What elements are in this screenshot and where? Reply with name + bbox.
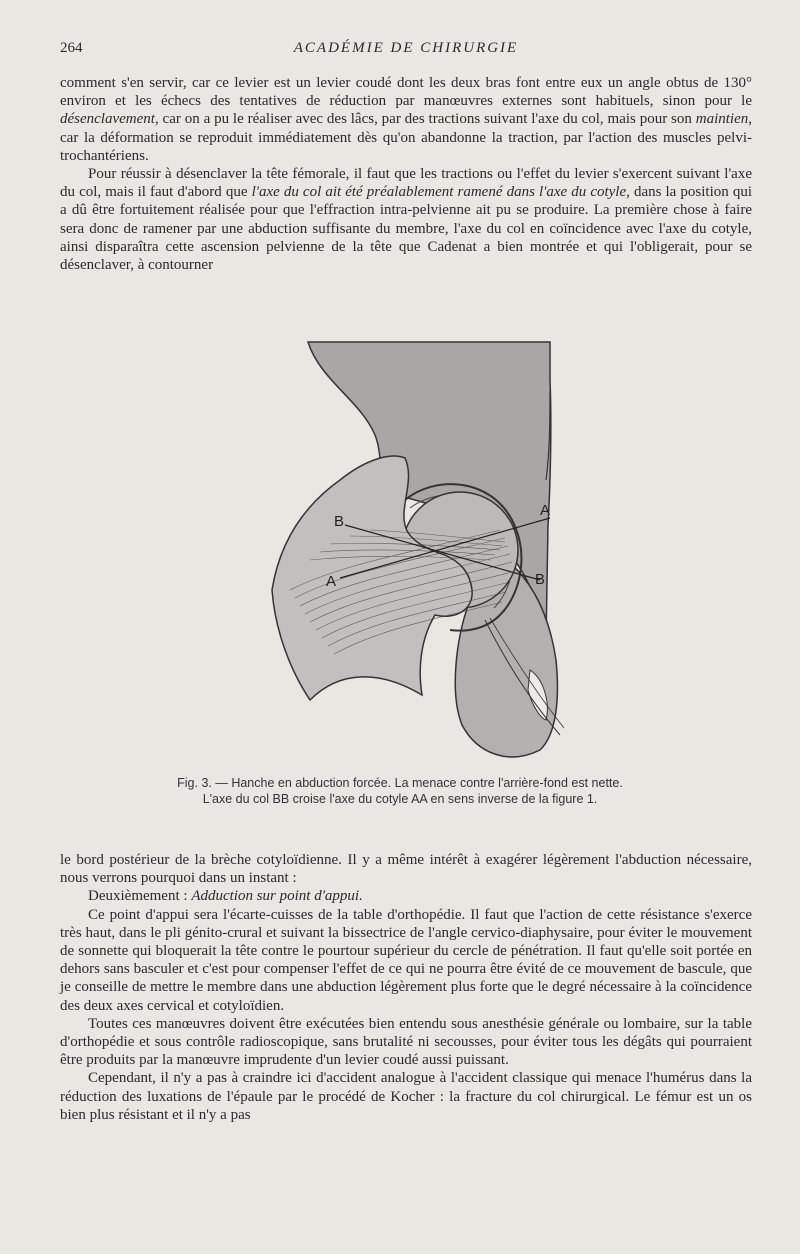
italic-run: Adduction sur point d'appui. [191, 888, 363, 905]
text-run: le bord postérieur de la brèche cotyloïdienne. Il y a même intérêt à exagérer légèrement l'abduction nécessaire, nous verrons pourquoi dans un instant : [60, 852, 752, 887]
paragraph [60, 74, 752, 165]
paragraph [60, 1015, 752, 1070]
text-run: Ce point d'appui sera l'écarte-cuisses de la table d'orthopédie. Il faut que l'action de cette résistance s'exerce très haut, dans le pli génito-crural et suivant la bissectrice de l'angle cervico-diaphysaire, pour éviter le mouvement de sonnette qui bloquerait la tête contre le pourtour supérieur du cercle de pénétration. Il faut qu'elle soit portée en dehors sans basculer et c'est pour compenser l'effet de ce qui ne pourra être évité de ce mouvement de bascule, que je conseille de mettre le membre dans une abduction légèrement plus forte que le degré nécessaire à la coïncidence des deux axes cervical et cotyloïdien. [60, 906, 752, 1014]
hip-figure [250, 340, 570, 760]
axis-label-b-right: B [535, 571, 546, 588]
axis-label-a-lower: A [326, 573, 337, 590]
paragraph [60, 165, 752, 274]
text-run: Pour réussir à désenclaver la tête fémorale, il faut que les tractions ou l'effet du levier s'exercent suivant l'axe du col, mais il faut d'abord que [60, 166, 752, 201]
page-header [60, 40, 752, 62]
text-run: , car on a pu le réaliser avec des lâcs, par des tractions suivant l'axe du col, mais pour son [154, 111, 696, 128]
text-run: Cependant, il n'y a pas à craindre ici d'accident analogue à l'accident classique qui menace l'humérus dans la réduction des luxations de l'épaule par le procédé de Kocher : la fracture du col chirurgical. Le fémur est un os bien plus résistant et il n'y a pas [60, 1070, 752, 1123]
body-text-top [60, 74, 752, 274]
axis-label-a-upper: A [540, 502, 551, 519]
figure-caption [120, 775, 680, 807]
italic-run: désenclavement [60, 111, 155, 128]
italic-run: l'axe du col ait été préalablement ramené dans l'axe du cotyle [251, 184, 627, 201]
running-title: ACADÉMIE DE CHIRURGIE [293, 40, 519, 56]
axis-label-b-left: B [334, 513, 345, 530]
caption-line-1: Fig. 3. — Hanche en abduction forcée. La menace contre l'arrière-fond est nette. [177, 776, 623, 790]
paragraph [60, 906, 752, 1015]
text-run: , car la déformation se reproduit immédiatement dès qu'on abandonne la traction, par l'action des muscles pelvi-trochantériens. [60, 111, 752, 164]
body-text-bottom [60, 851, 752, 1124]
caption-line-2: L'axe du col BB croise l'axe du cotyle AA en sens inverse de la figure 1. [202, 792, 598, 806]
text-run: Deuxièmement : [88, 888, 192, 905]
text-run: Toutes ces manœuvres doivent être exécutées bien entendu sous anesthésie générale ou lombaire, sur la table d'orthopédie et sous contrôle radioscopique, sans brutalité ni secousses, pour éviter tous les dégâts qui pourraient être produits par la manœuvre imprudente d'un levier coudé aussi puissant. [60, 1015, 752, 1069]
italic-run: maintien [695, 111, 749, 128]
text-run: , dans la position qui a dû être fortuitement réalisée pour que l'effraction intra-pelvienne ait pu se produire. La première chose à faire sera donc de ramener par une abduction suffisante du membre, l'axe du col en coïncidence avec l'axe du cotyle, ainsi disparaîtra cette ascension pelvienne de la tête que Cadenat a bien montrée et qui l'obligerait, pour se désenclaver, à contourner [60, 184, 752, 274]
paragraph [60, 851, 752, 887]
text-run: comment s'en servir, car ce levier est un levier coudé dont les deux bras font entre eux un angle obtus de 130° environ et les échecs des tentatives de réduction par manœuvres externes sont habituels, sinon pour le [60, 75, 752, 110]
paragraph [60, 1069, 752, 1124]
page-number: 264 [60, 40, 83, 56]
paragraph [60, 887, 752, 905]
hip-illustration [250, 340, 570, 760]
